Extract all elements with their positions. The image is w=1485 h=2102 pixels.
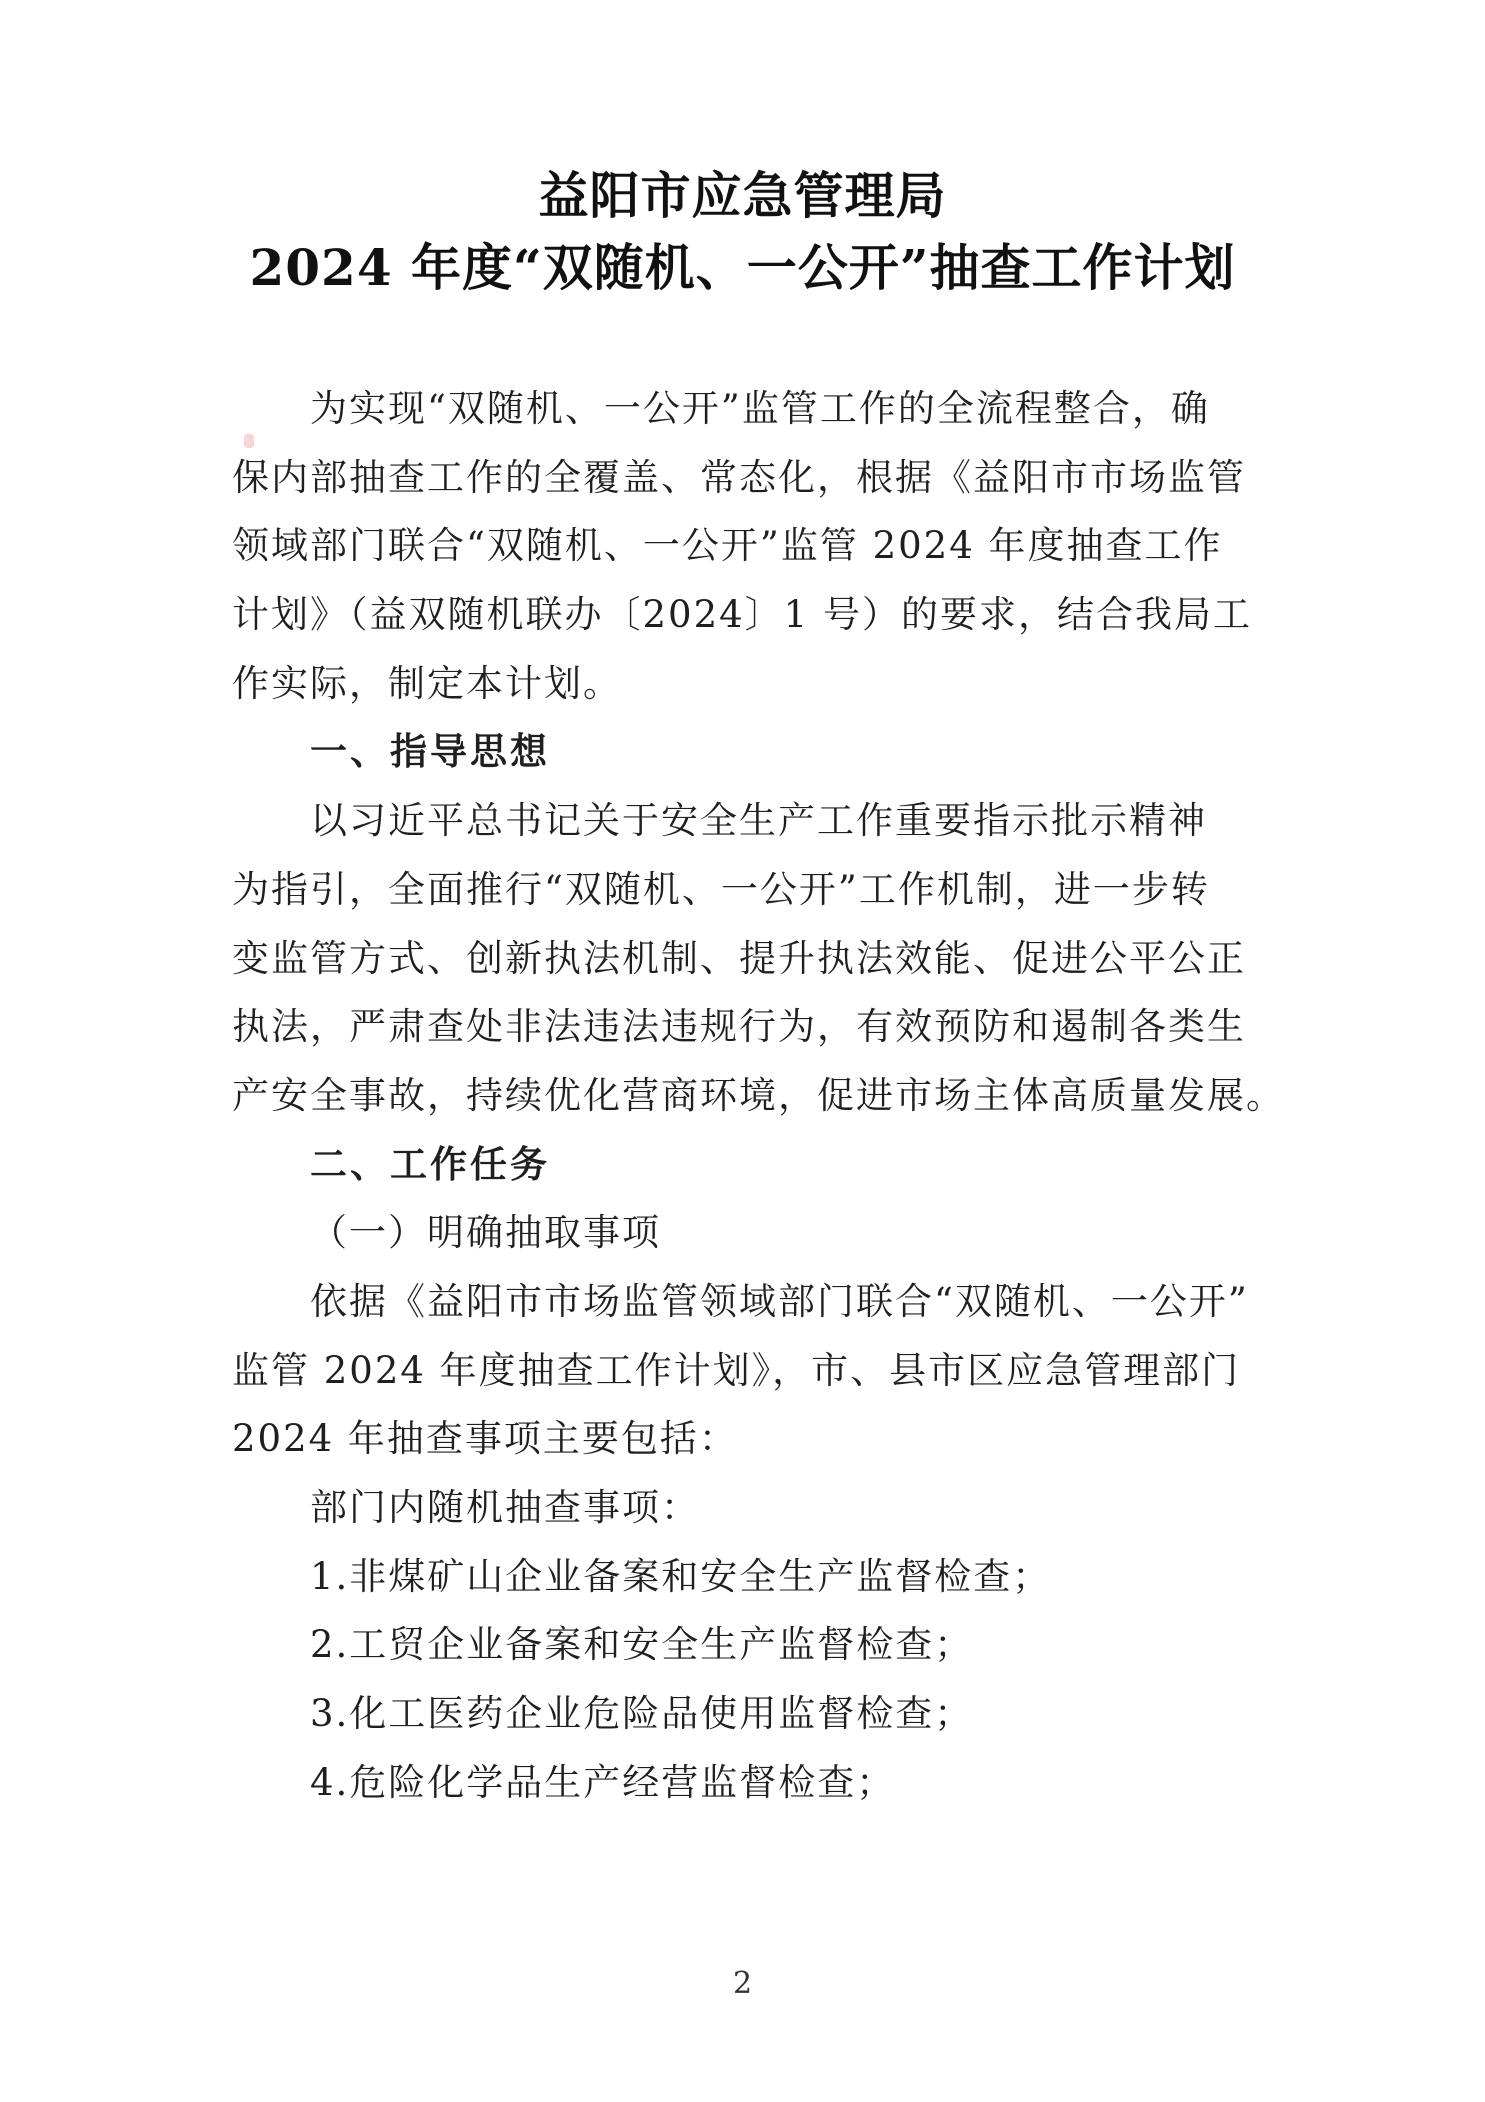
paragraph-1-line-5: 作实际，制定本计划。 (232, 662, 622, 705)
list-item-2: 2.工贸企业备案和安全生产监督检查； (310, 1623, 974, 1666)
paragraph-3-line-3: 2024 年抽查事项主要包括： (232, 1417, 738, 1460)
paragraph-1-line-3: 领域部门联合“双随机、一公开”监管 2024 年度抽查工作 (232, 524, 1223, 567)
list-item-1: 1.非煤矿山企业备案和安全生产监督检查； (310, 1555, 1052, 1598)
list-item-3: 3.化工医药企业危险品使用监督检查； (310, 1692, 974, 1735)
paragraph-2-line-4: 执法，严肃查处非法违法违规行为，有效预防和遏制各类生 (232, 1005, 1246, 1048)
paragraph-1-line-2: 保内部抽查工作的全覆盖、常态化，根据《益阳市市场监管 (232, 456, 1246, 499)
page-number: 2 (732, 1966, 753, 2001)
section-heading-work-tasks: 二、工作任务 (310, 1143, 550, 1186)
paragraph-2-line-3: 变监管方式、创新执法机制、提升执法效能、促进公平公正 (232, 937, 1246, 980)
subsection-heading-sampling-items: （一）明确抽取事项 (310, 1211, 661, 1254)
red-stamp-mark (244, 434, 254, 448)
section-heading-guiding-ideology: 一、指导思想 (310, 730, 550, 773)
paragraph-3-line-1: 依据《益阳市市场监管领域部门联合“双随机、一公开” (310, 1280, 1249, 1323)
document-title-line-2: 2024 年度“双随机、一公开”抽查工作计划 (249, 238, 1236, 297)
list-intro: 部门内随机抽查事项： (310, 1486, 700, 1529)
document-title-line-1: 益阳市应急管理局 (538, 166, 947, 225)
paragraph-1-line-1: 为实现“双随机、一公开”监管工作的全流程整合，确 (310, 387, 1210, 430)
list-item-4: 4.危险化学品生产经营监督检查； (310, 1761, 896, 1804)
paragraph-1-line-4: 计划》（益双随机联办〔2024〕1 号）的要求，结合我局工 (232, 593, 1252, 636)
paragraph-2-line-2: 为指引，全面推行“双随机、一公开”工作机制，进一步转 (232, 868, 1210, 911)
paragraph-2-line-5: 产安全事故，持续优化营商环境，促进市场主体高质量发展。 (232, 1074, 1285, 1117)
paragraph-2-line-1: 以习近平总书记关于安全生产工作重要指示批示精神 (310, 799, 1207, 842)
paragraph-3-line-2: 监管 2024 年度抽查工作计划》，市、县市区应急管理部门 (232, 1349, 1241, 1392)
